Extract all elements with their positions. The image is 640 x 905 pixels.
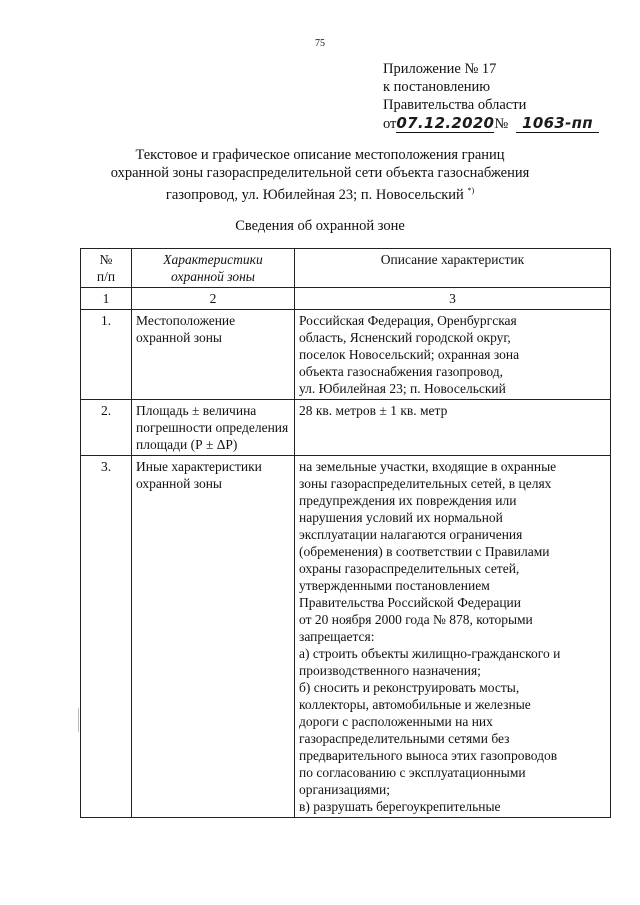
number-sign: № [494, 116, 509, 132]
row-characteristic: Площадь ± величина погрешности определения площади (Р ± ΔР) [132, 400, 295, 456]
date-prefix: от [383, 116, 397, 132]
column-number-row [81, 288, 611, 310]
title-line-3: газопровод, ул. Юбилейная 23; п. Новосельский [165, 186, 464, 203]
table-header-row [81, 249, 611, 288]
row-characteristic: Иные характеристики охранной зоны [132, 456, 295, 818]
header-number [81, 249, 132, 288]
table-row [81, 400, 611, 456]
description-line: коллекторы, автомобильные и железные [299, 697, 531, 712]
table-row [81, 310, 611, 400]
appendix-line-2: к постановлению [383, 79, 491, 95]
document-title [60, 146, 580, 204]
description-line: утвержденными постановлением [299, 578, 490, 593]
footnote-mark: *) [467, 186, 475, 195]
title-line-1: Текстовое и графическое описание местоположения границ [135, 147, 505, 163]
row-number: 1. [81, 310, 132, 400]
row-characteristic: Местоположение охранной зоны [132, 310, 295, 400]
description-line: охраны газораспределительных сетей, [299, 561, 520, 576]
column-number: 1 [81, 288, 132, 310]
title-line-2: охранной зоны газораспределительной сети объекта газоснабжения [110, 165, 530, 181]
appendix-date-line [383, 114, 599, 133]
description-line: газораспределительными сетями без [299, 731, 510, 746]
row-number: 3. [81, 456, 132, 818]
row-description [295, 400, 611, 456]
margin-mark [78, 708, 79, 732]
description-line: производственного назначения; [299, 663, 481, 678]
appendix-line-1: Приложение № 17 [383, 61, 497, 77]
header-characteristics-line-1: Характеристики [163, 252, 263, 267]
description-line: 28 кв. метров ± 1 кв. метр [299, 403, 448, 418]
row-description [295, 456, 611, 818]
section-subtitle: Сведения об охранной зоне [235, 218, 405, 234]
header-number-line-2: п/п [96, 269, 116, 284]
description-line: в) разрушать берегоукрепительные [299, 799, 501, 814]
description-line: поселок Новосельский; охранная зона [299, 347, 520, 362]
column-number: 2 [132, 288, 295, 310]
description-line: на земельные участки, входящие в охранные [299, 459, 557, 474]
header-description: Описание характеристик [295, 249, 611, 288]
description-line: предупреждения их повреждения или [299, 493, 517, 508]
row-number: 2. [81, 400, 132, 456]
description-line: запрещается: [299, 629, 375, 644]
description-line: нарушения условий их нормальной [299, 510, 503, 525]
description-line: объекта газоснабжения газопровод, [299, 364, 503, 379]
description-line: (обременения) в соответствии с Правилами [299, 544, 550, 559]
zone-info-table [80, 248, 611, 818]
description-line: от 20 ноября 2000 года № 878, которыми [299, 612, 533, 627]
description-line: ул. Юбилейная 23; п. Новосельский [299, 381, 506, 396]
appendix-line-3: Правительства области [383, 97, 527, 113]
description-line: по согласованию с эксплуатационными [299, 765, 526, 780]
row-description [295, 310, 611, 400]
handwritten-number: 1063-пп [516, 114, 599, 133]
description-line: зоны газораспределительных сетей, в целях [299, 476, 552, 491]
appendix-header [383, 60, 599, 133]
header-characteristics-line-2: охранной зоны [171, 269, 255, 284]
description-line: а) строить объекты жилищно-гражданского и [299, 646, 561, 661]
handwritten-date: 07.12.2020 [396, 114, 495, 132]
description-line: дороги с расположенными на них [299, 714, 493, 729]
column-number: 3 [295, 288, 611, 310]
description-line: б) сносить и реконструировать мосты, [299, 680, 520, 695]
header-number-line-1: № [99, 252, 113, 267]
description-line: Российская Федерация, Оренбургская [299, 313, 517, 328]
description-line: Правительства Российской Федерации [299, 595, 521, 610]
description-line: предварительного выноса этих газопроводов [299, 748, 558, 763]
page-number: 75 [315, 38, 325, 49]
header-characteristics [132, 249, 295, 288]
description-line: организациями; [299, 782, 390, 797]
description-line: эксплуатации налагаются ограничения [299, 527, 523, 542]
description-line: область, Ясненский городской округ, [299, 330, 511, 345]
table-row [81, 456, 611, 818]
